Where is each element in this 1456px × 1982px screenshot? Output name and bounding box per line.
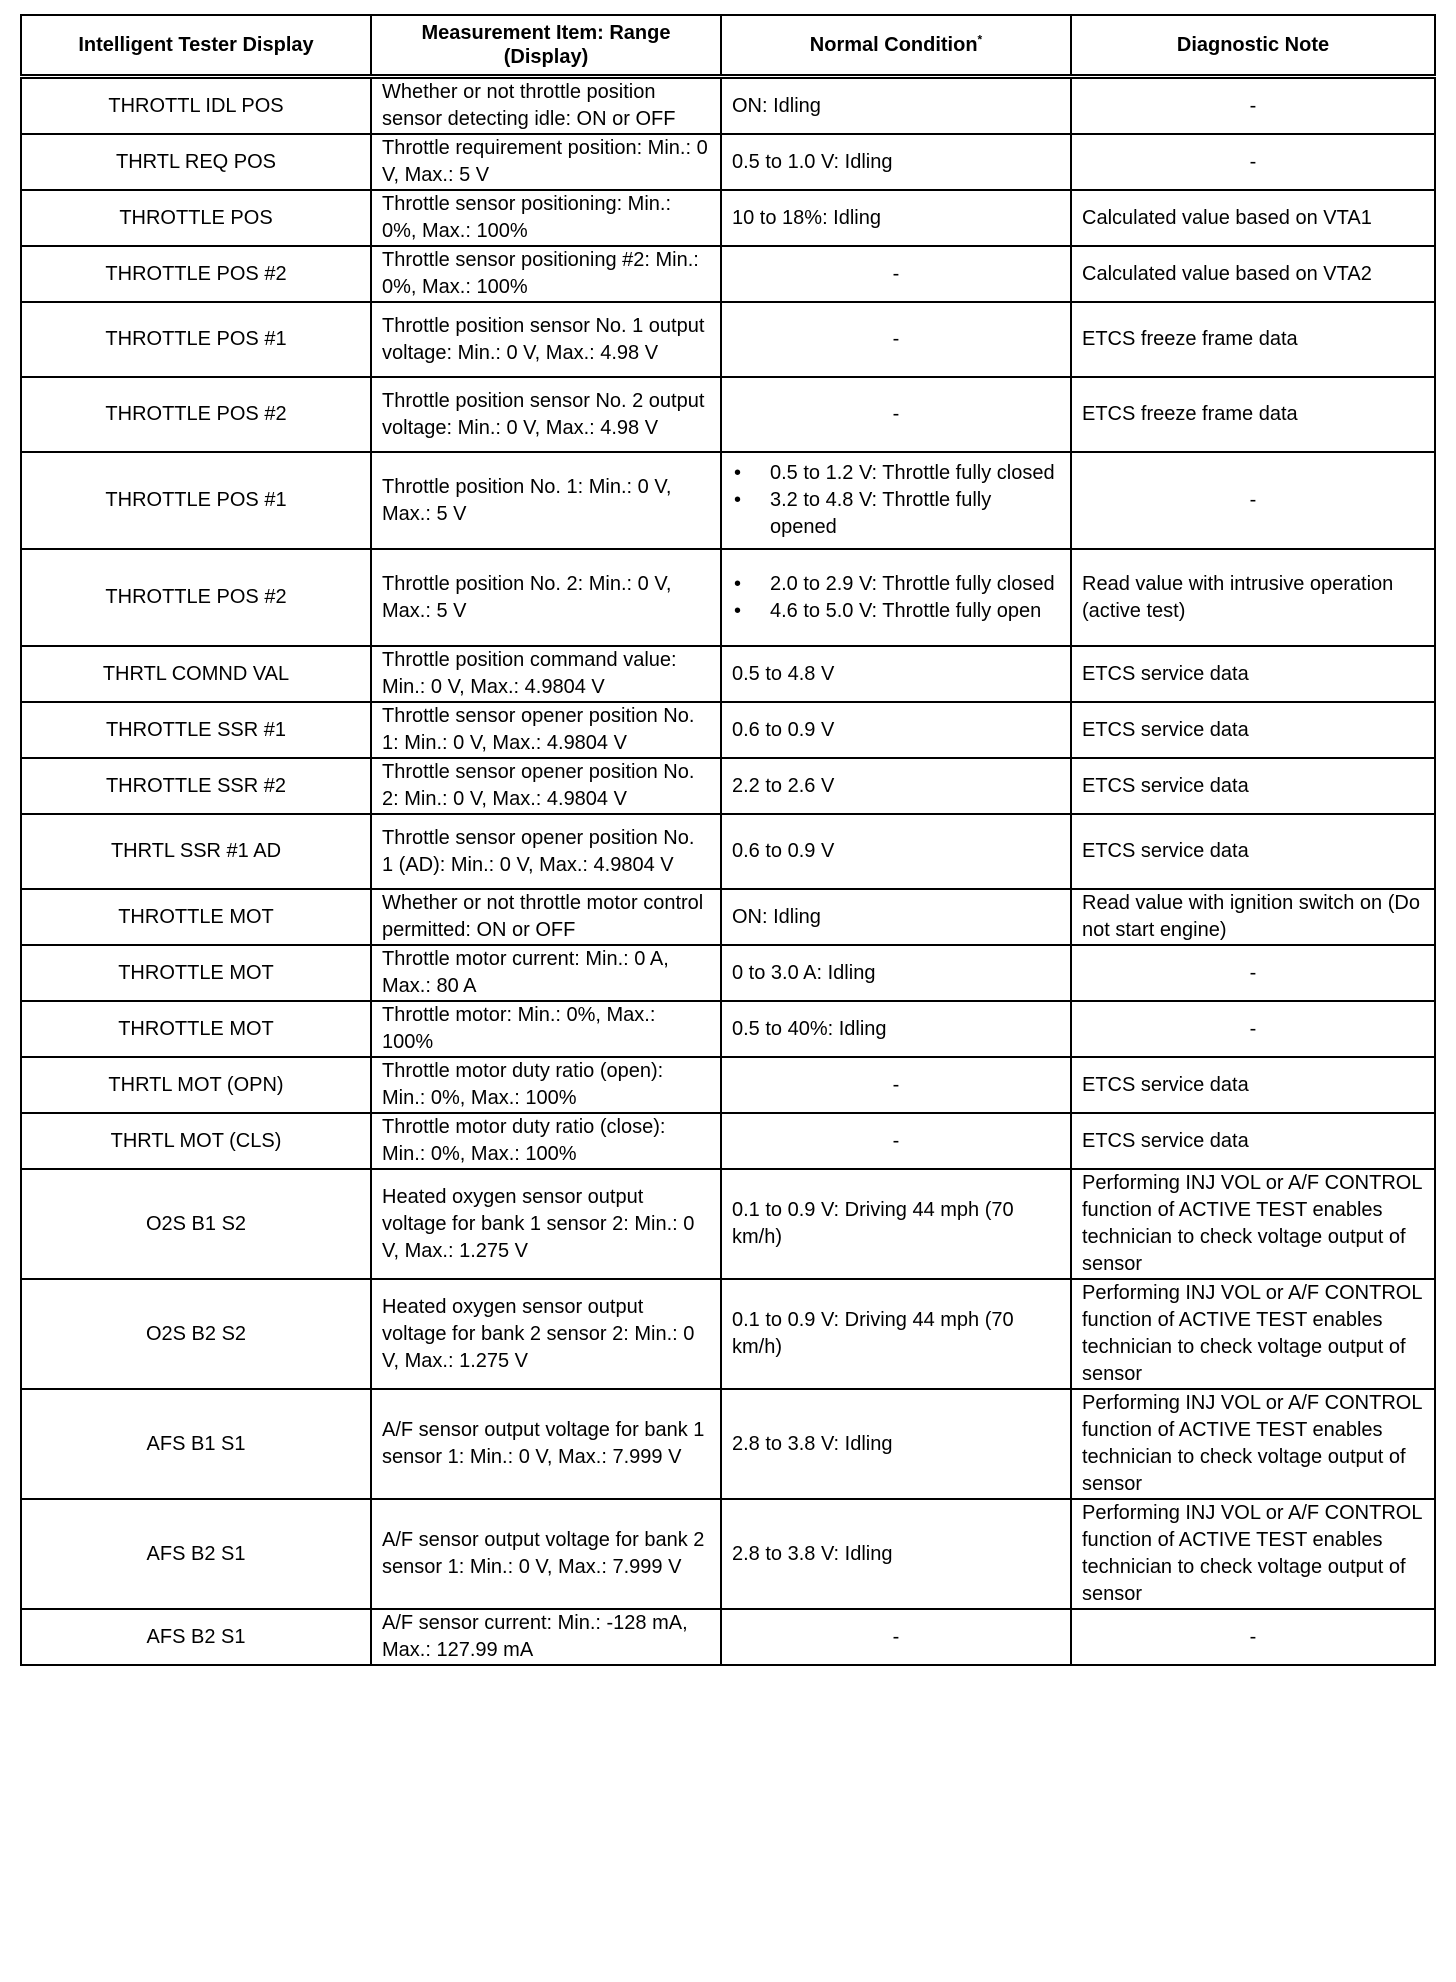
cell-normal-condition: -	[721, 377, 1071, 452]
cell-tester-display: THRTL SSR #1 AD	[21, 814, 371, 889]
normal-condition-item: • 0.5 to 1.2 V: Throttle fully closed	[732, 460, 1060, 487]
normal-condition-list	[732, 460, 1060, 541]
table-row	[21, 702, 1435, 758]
table-row	[21, 302, 1435, 377]
cell-diagnostic-note: -	[1071, 77, 1435, 135]
table-row	[21, 1389, 1435, 1499]
cell-measurement-range: A/F sensor output voltage for bank 1 sensor 1: Min.: 0 V, Max.: 7.999 V	[371, 1389, 721, 1499]
table-row	[21, 814, 1435, 889]
table-row	[21, 1113, 1435, 1169]
cell-tester-display: AFS B1 S1	[21, 1389, 371, 1499]
cell-normal-condition: 10 to 18%: Idling	[721, 190, 1071, 246]
data-list-sheet	[20, 14, 1434, 1666]
cell-diagnostic-note: Performing INJ VOL or A/F CONTROL function of ACTIVE TEST enables technician to check voltage output of sensor	[1071, 1499, 1435, 1609]
table-row	[21, 646, 1435, 702]
cell-measurement-range: Whether or not throttle position sensor detecting idle: ON or OFF	[371, 77, 721, 135]
cell-diagnostic-note: ETCS service data	[1071, 646, 1435, 702]
cell-measurement-range: Heated oxygen sensor output voltage for bank 2 sensor 2: Min.: 0 V, Max.: 1.275 V	[371, 1279, 721, 1389]
cell-normal-condition: ON: Idling	[721, 77, 1071, 135]
normal-condition-item: • 2.0 to 2.9 V: Throttle fully closed	[732, 571, 1060, 598]
cell-tester-display: AFS B2 S1	[21, 1609, 371, 1665]
cell-diagnostic-note: -	[1071, 1609, 1435, 1665]
cell-normal-condition: ON: Idling	[721, 889, 1071, 945]
cell-diagnostic-note: ETCS freeze frame data	[1071, 377, 1435, 452]
cell-tester-display: THROTTLE POS #2	[21, 377, 371, 452]
cell-tester-display: THRTL COMND VAL	[21, 646, 371, 702]
cell-tester-display: THROTTLE POS #2	[21, 246, 371, 302]
table-row	[21, 945, 1435, 1001]
cell-measurement-range: Throttle position No. 1: Min.: 0 V, Max.: 5 V	[371, 452, 721, 549]
cell-tester-display: THROTTLE POS #1	[21, 452, 371, 549]
table-row	[21, 246, 1435, 302]
header-measurement: Measurement Item: Range (Display)	[371, 15, 721, 77]
header-row	[21, 15, 1435, 77]
cell-diagnostic-note: -	[1071, 945, 1435, 1001]
cell-normal-condition: -	[721, 302, 1071, 377]
cell-tester-display: O2S B1 S2	[21, 1169, 371, 1279]
cell-tester-display: THROTTLE POS #2	[21, 549, 371, 646]
cell-diagnostic-note: -	[1071, 1001, 1435, 1057]
cell-diagnostic-note: Read value with ignition switch on (Do not start engine)	[1071, 889, 1435, 945]
cell-tester-display: THROTTL IDL POS	[21, 77, 371, 135]
cell-tester-display: THROTTLE POS #1	[21, 302, 371, 377]
cell-diagnostic-note: Performing INJ VOL or A/F CONTROL function of ACTIVE TEST enables technician to check voltage output of sensor	[1071, 1279, 1435, 1389]
cell-normal-condition: 0 to 3.0 A: Idling	[721, 945, 1071, 1001]
table-row	[21, 190, 1435, 246]
table-row	[21, 1499, 1435, 1609]
normal-condition-item: • 4.6 to 5.0 V: Throttle fully open	[732, 598, 1060, 625]
cell-tester-display: O2S B2 S2	[21, 1279, 371, 1389]
cell-normal-condition: 0.1 to 0.9 V: Driving 44 mph (70 km/h)	[721, 1279, 1071, 1389]
cell-diagnostic-note: ETCS service data	[1071, 814, 1435, 889]
cell-normal-condition: 2.8 to 3.8 V: Idling	[721, 1389, 1071, 1499]
normal-condition-item: • 3.2 to 4.8 V: Throttle fully opened	[732, 487, 1060, 541]
table-row	[21, 758, 1435, 814]
normal-condition-list	[732, 571, 1060, 625]
cell-diagnostic-note: Calculated value based on VTA1	[1071, 190, 1435, 246]
cell-measurement-range: Heated oxygen sensor output voltage for bank 1 sensor 2: Min.: 0 V, Max.: 1.275 V	[371, 1169, 721, 1279]
cell-diagnostic-note: -	[1071, 452, 1435, 549]
header-display: Intelligent Tester Display	[21, 15, 371, 77]
cell-measurement-range: Throttle sensor opener position No. 2: Min.: 0 V, Max.: 4.9804 V	[371, 758, 721, 814]
cell-normal-condition: 0.6 to 0.9 V	[721, 814, 1071, 889]
cell-measurement-range: Throttle motor duty ratio (close): Min.: 0%, Max.: 100%	[371, 1113, 721, 1169]
cell-tester-display: AFS B2 S1	[21, 1499, 371, 1609]
cell-normal-condition: -	[721, 246, 1071, 302]
table-row	[21, 77, 1435, 135]
cell-normal-condition: 0.5 to 40%: Idling	[721, 1001, 1071, 1057]
cell-normal-condition: 0.5 to 4.8 V	[721, 646, 1071, 702]
cell-diagnostic-note: ETCS service data	[1071, 702, 1435, 758]
cell-measurement-range: Throttle position sensor No. 2 output voltage: Min.: 0 V, Max.: 4.98 V	[371, 377, 721, 452]
table-row	[21, 1169, 1435, 1279]
cell-diagnostic-note: ETCS service data	[1071, 1057, 1435, 1113]
table-row	[21, 1609, 1435, 1665]
cell-measurement-range: Throttle motor: Min.: 0%, Max.: 100%	[371, 1001, 721, 1057]
table-row	[21, 134, 1435, 190]
cell-tester-display: THRTL MOT (CLS)	[21, 1113, 371, 1169]
cell-diagnostic-note: Read value with intrusive operation (active test)	[1071, 549, 1435, 646]
cell-tester-display: THROTTLE MOT	[21, 945, 371, 1001]
cell-diagnostic-note: Performing INJ VOL or A/F CONTROL function of ACTIVE TEST enables technician to check voltage output of sensor	[1071, 1389, 1435, 1499]
cell-tester-display: THROTTLE MOT	[21, 1001, 371, 1057]
header-diagnostic-note: Diagnostic Note	[1071, 15, 1435, 77]
cell-normal-condition: 2.8 to 3.8 V: Idling	[721, 1499, 1071, 1609]
cell-tester-display: THROTTLE SSR #2	[21, 758, 371, 814]
table-row	[21, 889, 1435, 945]
cell-measurement-range: Throttle sensor positioning #2: Min.: 0%, Max.: 100%	[371, 246, 721, 302]
cell-diagnostic-note: ETCS service data	[1071, 758, 1435, 814]
cell-measurement-range: Throttle requirement position: Min.: 0 V, Max.: 5 V	[371, 134, 721, 190]
cell-normal-condition: -	[721, 1113, 1071, 1169]
header-normal-footnote-mark: *	[977, 32, 983, 47]
header-normal-label: Normal Condition	[809, 34, 978, 56]
table-row	[21, 1279, 1435, 1389]
cell-normal-condition	[721, 549, 1071, 646]
cell-normal-condition: -	[721, 1609, 1071, 1665]
cell-measurement-range: Throttle sensor opener position No. 1: Min.: 0 V, Max.: 4.9804 V	[371, 702, 721, 758]
cell-normal-condition: 0.5 to 1.0 V: Idling	[721, 134, 1071, 190]
table-row	[21, 549, 1435, 646]
cell-tester-display: THRTL REQ POS	[21, 134, 371, 190]
cell-tester-display: THRTL MOT (OPN)	[21, 1057, 371, 1113]
data-list-table	[20, 14, 1436, 1666]
cell-normal-condition: 0.6 to 0.9 V	[721, 702, 1071, 758]
cell-diagnostic-note: Calculated value based on VTA2	[1071, 246, 1435, 302]
table-row	[21, 377, 1435, 452]
cell-measurement-range: Throttle sensor opener position No. 1 (AD): Min.: 0 V, Max.: 4.9804 V	[371, 814, 721, 889]
cell-measurement-range: Throttle position sensor No. 1 output voltage: Min.: 0 V, Max.: 4.98 V	[371, 302, 721, 377]
cell-diagnostic-note: ETCS freeze frame data	[1071, 302, 1435, 377]
cell-tester-display: THROTTLE SSR #1	[21, 702, 371, 758]
cell-normal-condition: 0.1 to 0.9 V: Driving 44 mph (70 km/h)	[721, 1169, 1071, 1279]
cell-tester-display: THROTTLE POS	[21, 190, 371, 246]
cell-measurement-range: Whether or not throttle motor control permitted: ON or OFF	[371, 889, 721, 945]
cell-measurement-range: Throttle motor duty ratio (open): Min.: 0%, Max.: 100%	[371, 1057, 721, 1113]
cell-diagnostic-note: Performing INJ VOL or A/F CONTROL function of ACTIVE TEST enables technician to check voltage output of sensor	[1071, 1169, 1435, 1279]
cell-measurement-range: Throttle motor current: Min.: 0 A, Max.: 80 A	[371, 945, 721, 1001]
cell-tester-display: THROTTLE MOT	[21, 889, 371, 945]
cell-measurement-range: Throttle sensor positioning: Min.: 0%, Max.: 100%	[371, 190, 721, 246]
table-row	[21, 452, 1435, 549]
table-body	[21, 77, 1435, 1666]
cell-normal-condition: -	[721, 1057, 1071, 1113]
cell-normal-condition: 2.2 to 2.6 V	[721, 758, 1071, 814]
table-row	[21, 1057, 1435, 1113]
cell-measurement-range: Throttle position command value: Min.: 0 V, Max.: 4.9804 V	[371, 646, 721, 702]
cell-diagnostic-note: -	[1071, 134, 1435, 190]
cell-normal-condition	[721, 452, 1071, 549]
table-row	[21, 1001, 1435, 1057]
cell-measurement-range: Throttle position No. 2: Min.: 0 V, Max.: 5 V	[371, 549, 721, 646]
header-normal-condition	[721, 15, 1071, 77]
cell-measurement-range: A/F sensor output voltage for bank 2 sensor 1: Min.: 0 V, Max.: 7.999 V	[371, 1499, 721, 1609]
cell-diagnostic-note: ETCS service data	[1071, 1113, 1435, 1169]
cell-measurement-range: A/F sensor current: Min.: -128 mA, Max.: 127.99 mA	[371, 1609, 721, 1665]
